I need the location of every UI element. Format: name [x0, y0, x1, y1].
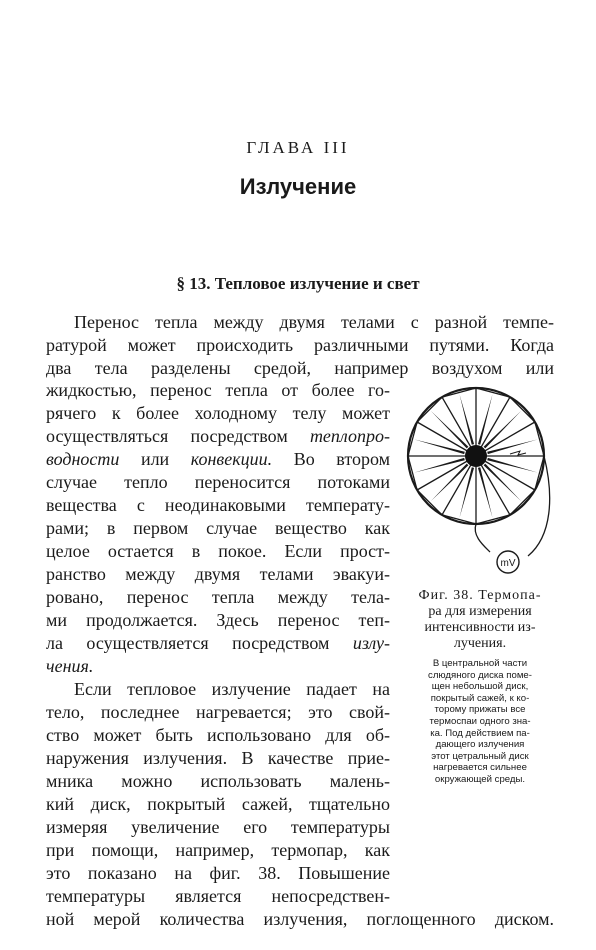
thermocouple-ray [431, 411, 469, 449]
note-line: этот цетральный диск [431, 750, 529, 762]
text-line: осуществляться посредством теплопро- [46, 426, 390, 446]
chapter-title: Излучение [239, 174, 357, 199]
mica-disk [408, 388, 544, 524]
chapter-heading: ГЛАВА III [246, 138, 350, 157]
section-heading: § 13. Тепловое излучение и свет [176, 274, 420, 293]
text-line: при помощи, например, термопар, как [46, 840, 390, 860]
figure-caption [400, 588, 560, 652]
text-line: температуры является непосредствен- [46, 886, 390, 906]
note-line: нагревается сильнее [433, 762, 527, 774]
note-line: слюдяного диска поме- [428, 669, 532, 681]
text-line: Если тепловое излучение падает на [74, 679, 390, 699]
text-line: ство может быть использовано для об- [46, 725, 390, 745]
thermocouple-ray [487, 458, 538, 473]
text-line: ратурой может происходить различными путями. Когда [46, 335, 554, 355]
thermocouple-ray [459, 467, 474, 518]
thermocouple-ray [459, 394, 474, 445]
millivoltmeter [497, 551, 519, 573]
text-line: тело, последнее нагревается; это свой- [46, 702, 390, 722]
text-line: жидкостью, перенос тепла от более го- [46, 380, 390, 400]
thermocouple-ray [414, 458, 465, 473]
caption-line: интенсивности из- [424, 620, 536, 635]
thermocouple-ray [484, 411, 522, 449]
caption-line: лучения. [453, 636, 507, 651]
thermocouple-ray [431, 464, 469, 502]
note-line: В центральной части [432, 658, 528, 669]
text-line: измеряя увеличение его температуры [46, 817, 390, 837]
note-line: покрытый сажей, к ко- [430, 692, 530, 704]
text-line: ла осуществляется посредством излу- [46, 633, 390, 653]
note-line: окружающей среды. [434, 773, 526, 785]
thermocouple-ray [478, 467, 493, 518]
text-line: ной мерой количества излучения, поглощенного диском. [46, 909, 554, 929]
note-line: щен небольшой диск, [431, 681, 529, 693]
text-line: вещества с неодинаковыми температу- [46, 495, 390, 515]
text-line: ми продолжается. Здесь перенос теп- [46, 610, 390, 630]
caption-line: ра для измерения [428, 604, 532, 619]
text-line: два тела разделены средой, например воздухом или [46, 358, 554, 378]
caption-line: Фиг. 38. Термопа- [418, 588, 542, 603]
text-line: целое остается в покое. Если прост- [46, 541, 390, 561]
meter-label: mV [500, 558, 516, 569]
thermopile-figure [402, 386, 558, 590]
thermocouple-leads [475, 456, 549, 556]
text-line: кий диск, покрытый сажей, тщательно [46, 794, 390, 814]
text-line: ранство между двумя телами эвакуи- [46, 564, 390, 584]
thermocouple-ray [478, 394, 493, 445]
text-line: ровано, перенос тепла между тела- [46, 587, 390, 607]
text-line: водности или конвекции. Во втором [46, 449, 390, 469]
thermocouple-ray [487, 439, 538, 454]
text-line: чения. [46, 656, 94, 676]
note-line: торому прижаты все [434, 704, 526, 716]
text-line: случае тепло переносится потоками [46, 472, 390, 492]
thermocouple-ray [484, 464, 522, 502]
text-line: наружения излучения. В качестве прие- [46, 748, 390, 768]
note-line: ка. Под действием па- [430, 727, 530, 739]
note-line: дающего излучения [435, 739, 525, 751]
thermocouple-ray [414, 439, 465, 454]
text-line: мника можно использовать малень- [46, 771, 390, 791]
text-line: это показано на фиг. 38. Повышение [46, 863, 390, 883]
text-line: Перенос тепла между двумя телами с разной темпе- [74, 312, 554, 332]
text-line: рячего к более холодному телу может [46, 403, 390, 423]
blackened-disk [465, 445, 487, 467]
figure-note [404, 658, 556, 786]
text-line: рами; в первом случае вещество как [46, 518, 390, 538]
note-line: термоспаи одного зна- [429, 715, 531, 727]
